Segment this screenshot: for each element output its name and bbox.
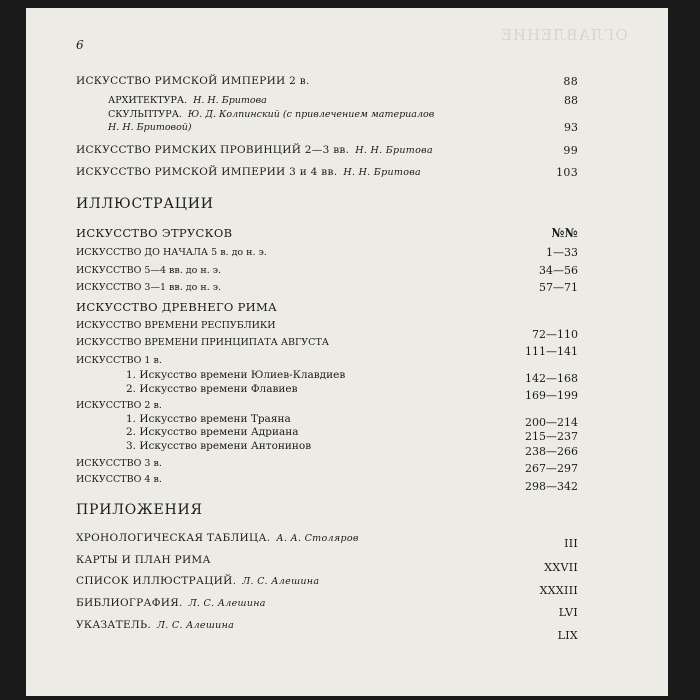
- toc-page: XXVII: [544, 561, 578, 574]
- toc-range: 200—214: [525, 416, 578, 429]
- toc-range: 34—56: [539, 264, 578, 277]
- toc-range: 298—342: [525, 480, 578, 493]
- toc-title: ИСКУССТВО ДО НАЧАЛА 5 в. до н. э.: [76, 247, 267, 258]
- toc-title: 2. Искусство времени Флавиев: [126, 383, 298, 395]
- toc-title: 1. Искусство времени Траяна: [126, 413, 291, 425]
- toc-title: ИСКУССТВО 2 в.: [76, 400, 162, 411]
- toc-author: Л. С. Алешина: [188, 598, 266, 609]
- toc-page: 99: [563, 144, 578, 157]
- toc-range: 142—168: [525, 372, 578, 385]
- toc-title: УКАЗАТЕЛЬ.: [76, 619, 152, 631]
- toc-title: 2. Искусство времени Адриана: [126, 426, 299, 438]
- toc-range: 267—297: [525, 462, 578, 475]
- toc-title: ИСКУССТВО 1 в.: [76, 355, 162, 366]
- toc-page: 103: [556, 166, 578, 179]
- toc-range: 111—141: [525, 345, 578, 358]
- toc-title: ИСКУССТВО 5—4 вв. до н. э.: [76, 265, 222, 276]
- page-number: 6: [76, 38, 84, 52]
- toc-page: LVI: [558, 606, 578, 619]
- toc-title: ИСКУССТВО 4 в.: [76, 474, 162, 485]
- toc-title: ИСКУССТВО ВРЕМЕНИ ПРИНЦИПАТА АВГУСТА: [76, 337, 329, 348]
- toc-title: ХРОНОЛОГИЧЕСКАЯ ТАБЛИЦА.: [76, 532, 271, 544]
- toc-title: ИСКУССТВО РИМСКОЙ ИМПЕРИИ 2 в.: [76, 75, 310, 87]
- subsection-title: ИСКУССТВО ЭТРУСКОВ: [76, 226, 233, 240]
- toc-page: 88: [564, 94, 578, 107]
- toc-entry: [108, 108, 578, 136]
- book-page: [26, 8, 668, 696]
- toc-title: ИСКУССТВО ВРЕМЕНИ РЕСПУБЛИКИ: [76, 320, 276, 331]
- toc-author: Л. С. Алешина: [157, 620, 235, 631]
- toc-range: 57—71: [539, 281, 578, 294]
- section-heading: ПРИЛОЖЕНИЯ: [76, 502, 203, 518]
- toc-title: КАРТЫ И ПЛАН РИМА: [76, 554, 211, 566]
- toc-title: ИСКУССТВО РИМСКИХ ПРОВИНЦИЙ 2—3 вв.: [76, 144, 350, 156]
- toc-range: 169—199: [525, 389, 578, 402]
- toc-title: СПИСОК ИЛЛЮСТРАЦИЙ.: [76, 575, 237, 587]
- toc-range: 215—237: [525, 430, 578, 443]
- toc-page: LIX: [557, 629, 578, 642]
- toc-range: 72—110: [532, 328, 578, 341]
- toc-author: Н. Н. Бритова: [343, 167, 422, 178]
- toc-title: 3. Искусство времени Антонинов: [126, 440, 312, 452]
- toc-title: ИСКУССТВО РИМСКОЙ ИМПЕРИИ 3 и 4 вв.: [76, 166, 338, 178]
- toc-title: АРХИТЕКТУРА.: [108, 95, 188, 106]
- toc-title: 1. Искусство времени Юлиев-Клавдиев: [126, 369, 346, 381]
- numbers-label: №№: [551, 226, 578, 240]
- toc-author: Н. Н. Бритова: [355, 145, 433, 156]
- toc-author: Ю. Д. Колпинский (с привлечением материалов Н. Н. Бритовой): [108, 109, 435, 133]
- toc-author: А. А. Столяров: [276, 533, 359, 544]
- toc-author: Н. Н. Бритова: [193, 95, 267, 106]
- bleed-through-text: ОГЛАВЛЕНИЕ: [500, 26, 628, 44]
- section-heading: ИЛЛЮСТРАЦИИ: [76, 196, 214, 212]
- toc-title: БИБЛИОГРАФИЯ.: [76, 597, 183, 609]
- toc-title: ИСКУССТВО 3—1 вв. до н. э.: [76, 282, 222, 293]
- toc-page: 88: [563, 75, 578, 88]
- toc-page: 93: [564, 121, 578, 134]
- toc-title: СКУЛЬПТУРА.: [108, 109, 182, 120]
- toc-title: ИСКУССТВО 3 в.: [76, 458, 162, 469]
- toc-author: Л. С. Алешина: [242, 576, 320, 587]
- subsection-title: ИСКУССТВО ДРЕВНЕГО РИМА: [76, 300, 278, 314]
- toc-range: 238—266: [525, 445, 578, 458]
- toc-page: XXXIII: [539, 584, 578, 597]
- toc-page: III: [564, 537, 578, 550]
- toc-range: 1—33: [546, 246, 578, 259]
